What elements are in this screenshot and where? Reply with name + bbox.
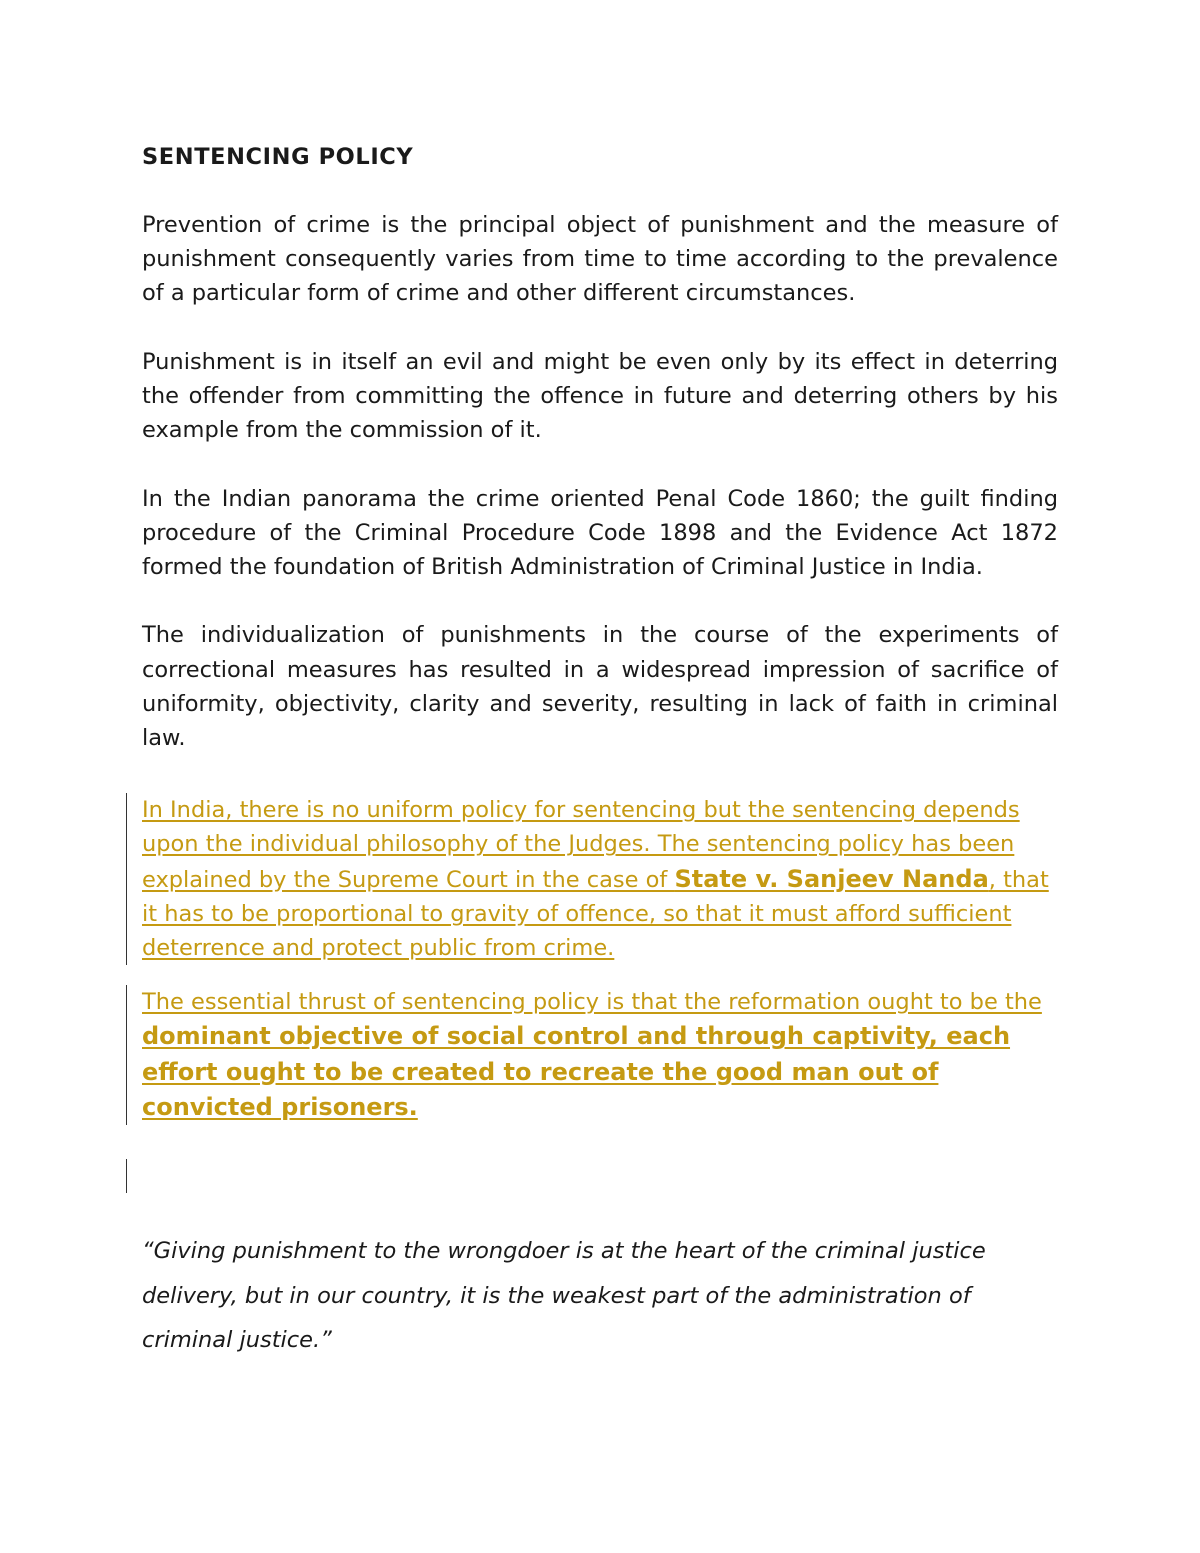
document-title: SENTENCING POLICY bbox=[142, 144, 414, 170]
paragraph-individualization: The individualization of punishments in the course of the experiments of correctional measures has resulted in a widespread impression of sacrifice of uniformity, objectivity, clarity and severity, resulting in lack of faith in criminal law. bbox=[142, 622, 1058, 751]
closing-quote: “Giving punishment to the wrongdoer is at the heart of the criminal justice delivery, but in our country, it is the weakest part of the administration of criminal justice.” bbox=[142, 1238, 986, 1354]
tracked-text-before: In India, there is no uniform policy for sentencing but the sentencing depends upon the individual philosophy of the Judges. The sentencing policy has been explained by the Supreme Court in the case of bbox=[142, 797, 1020, 893]
change-bar bbox=[126, 793, 127, 965]
reformation-emphasis: dominant objective of social control and through captivity, each effort ought to be created to recreate the good man out of convicted prisoners. bbox=[142, 1022, 1011, 1121]
tracked-text-2 bbox=[142, 985, 1058, 1125]
tracked-text-1 bbox=[142, 793, 1058, 965]
case-name: State v. Sanjeev Nanda bbox=[674, 864, 989, 893]
paragraph-indian-panorama: In the Indian panorama the crime oriented Penal Code 1860; the guilt finding procedure of the Criminal Procedure Code 1898 and the Evidence Act 1872 formed the foundation of British Administration of Criminal Justice in India. bbox=[142, 485, 1058, 580]
tracked-change-paragraph-2[interactable] bbox=[142, 985, 1058, 1125]
tracked-text-after: , that it has to be proportional to gravity of offence, so that it must afford sufficient deterrence and protect public from crime. bbox=[142, 866, 1049, 962]
change-bar bbox=[126, 985, 127, 1125]
empty-tracked-line bbox=[142, 1159, 1058, 1193]
paragraph-prevention: Prevention of crime is the principal object of punishment and the measure of punishment consequently varies from time to time according to the prevalence of a particular form of crime and other different circumstances. bbox=[142, 212, 1058, 307]
tracked-text-before: The essential thrust of sentencing policy is that the reformation ought to be the bbox=[142, 989, 1042, 1016]
change-bar bbox=[126, 1159, 127, 1193]
paragraph-punishment: Punishment is in itself an evil and might be even only by its effect in deterring the offender from committing the offence in future and deterring others by his example from the commission of it. bbox=[142, 348, 1058, 444]
document-page bbox=[142, 140, 1058, 1363]
tracked-change-paragraph-1[interactable] bbox=[142, 793, 1058, 965]
